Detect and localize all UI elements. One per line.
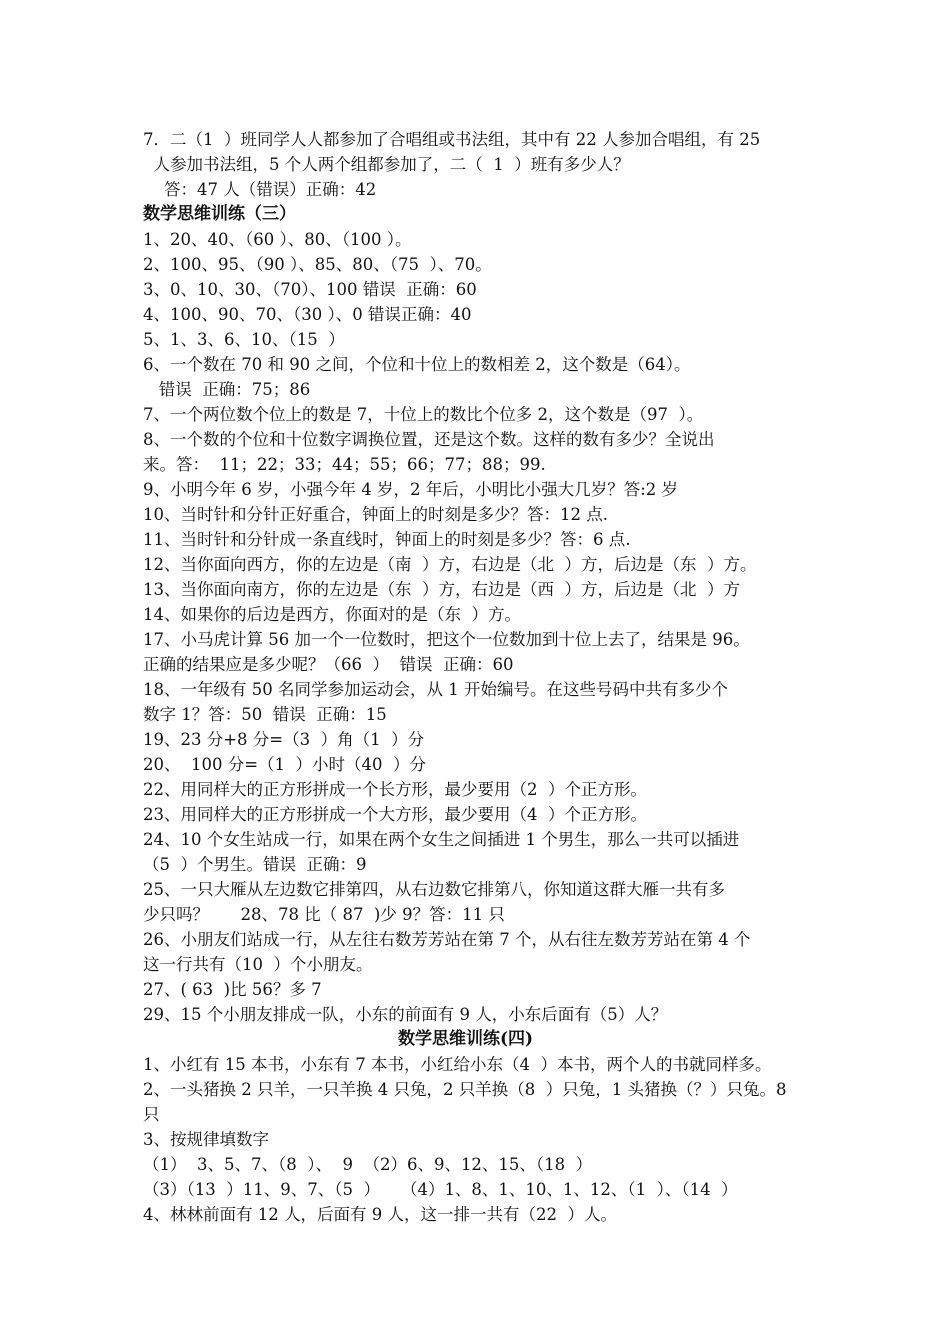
text-line: 14、如果你的后边是西方，你面对的是（东 ）方。 xyxy=(143,605,521,624)
text-line: 4、林林前面有 12 人，后面有 9 人，这一排一共有（22 ）人。 xyxy=(143,1205,617,1224)
text-line: 5、1、3、6、10、（15 ） xyxy=(143,330,345,349)
text-line: 只 xyxy=(143,1105,160,1124)
text-line: 来。答： 11；22；33；44；55；66；77；88；99. xyxy=(143,455,546,474)
section-heading: 数学思维训练（三） xyxy=(143,204,296,224)
text-line: 24、10 个女生站成一行，如果在两个女生之间插进 1 个男生，那么一共可以插进 xyxy=(143,830,740,849)
text-line: 20、 100 分=（1 ）小时（40 ）分 xyxy=(143,755,427,774)
text-line: （5 ）个男生。错误 正确：9 xyxy=(143,855,367,874)
text-line: 8、一个数的个位和十位数字调换位置，还是这个数。这样的数有多少？全说出 xyxy=(143,430,715,449)
text-line: 25、一只大雁从左边数它排第四，从右边数它排第八，你知道这群大雁一共有多 xyxy=(143,880,725,899)
text-line: 这一行共有（10 ）个小朋友。 xyxy=(143,955,373,974)
text-line: 2、100、95、（90 ）、85、80、（75 ）、70。 xyxy=(143,255,492,274)
text-line: 答：47 人（错误）正确：42 xyxy=(143,180,377,199)
text-line: 23、用同样大的正方形拼成一个大方形，最少要用（4 ）个正方形。 xyxy=(143,805,647,824)
text-line: 29、15 个小朋友排成一队，小东的前面有 9 人，小东后面有（5）人？ xyxy=(143,1005,668,1024)
text-line: （1） 3、5、7、（8 ）、 9 （2）6、9、12、15、（18 ） xyxy=(143,1155,593,1174)
text-line: 26、小朋友们站成一行，从左往右数芳芳站在第 7 个，从右往左数芳芳站在第 4 个 xyxy=(143,930,751,949)
text-line: 2、一头猪换 2 只羊，一只羊换 4 只兔，2 只羊换（8 ）只兔，1 头猪换（？）只兔。8 xyxy=(143,1080,787,1099)
text-line: 19、23 分+8 分=（3 ）角（1 ）分 xyxy=(143,730,425,749)
text-line: 7．二（1 ）班同学人人都参加了合唱组或书法组，其中有 22 人参加合唱组，有 25 xyxy=(143,130,761,149)
text-line: 少只吗？ 28、78 比（ 87 )少 9？答：11 只 xyxy=(143,905,505,924)
text-line: 4、100、90、70、（30 ）、0 错误正确：40 xyxy=(143,305,472,324)
text-line: 17、小马虎计算 56 加一个一位数时，把这个一位数加到十位上去了，结果是 96。 xyxy=(143,630,750,649)
text-line: 9、小明今年 6 岁，小强今年 4 岁，2 年后，小明比小强大几岁？答:2 岁 xyxy=(143,480,679,499)
text-line: （3）（13 ）11、9、7、（5 ） （4）1、8、1、10、1、12、（1 ）、（14 ） xyxy=(143,1180,738,1199)
section-heading: 数学思维训练(四) xyxy=(398,1029,534,1049)
text-line: 13、当你面向南方，你的左边是（东 ）方，右边是（西 ）方，后边是（北 ）方 xyxy=(143,580,740,599)
text-line: 10、当时针和分针正好重合，钟面上的时刻是多少？答：12 点. xyxy=(143,505,608,524)
text-line: 数字 1？答：50 错误 正确：15 xyxy=(143,705,387,724)
text-line: 人参加书法组，5 个人两个组都参加了，二（ 1 ）班有多少人？ xyxy=(143,155,630,174)
text-line: 7、一个两位数个位上的数是 7，十位上的数比个位多 2，这个数是（97 ）。 xyxy=(143,405,704,424)
text-line: 22、用同样大的正方形拼成一个长方形，最少要用（2 ）个正方形。 xyxy=(143,780,647,799)
text-line: 11、当时针和分针成一条直线时，钟面上的时刻是多少？答：6 点. xyxy=(143,530,631,549)
text-line: 6、一个数在 70 和 90 之间，个位和十位上的数相差 2，这个数是（64）。 xyxy=(143,355,691,374)
text-line: 3、按规律填数字 xyxy=(143,1130,269,1149)
text-line: 3、0、10、30、（70）、100 错误 正确：60 xyxy=(143,280,477,299)
text-line: 18、一年级有 50 名同学参加运动会，从 1 开始编号。在这些号码中共有多少个 xyxy=(143,680,728,699)
text-line: 27、( 63 )比 56？多 7 xyxy=(143,980,322,999)
text-line: 12、当你面向西方，你的左边是（南 ）方，右边是（北 ）方，后边是（东 ）方。 xyxy=(143,555,757,574)
text-line: 1、小红有 15 本书，小东有 7 本书，小红给小东（4 ）本书，两个人的书就同样多。 xyxy=(143,1055,772,1074)
text-line: 正确的结果应是多少呢？（66 ） 错误 正确：60 xyxy=(143,655,514,674)
text-line: 错误 正确：75；86 xyxy=(143,380,311,399)
text-line: 1、20、40、（60 ）、80、（100 ）。 xyxy=(143,230,412,249)
